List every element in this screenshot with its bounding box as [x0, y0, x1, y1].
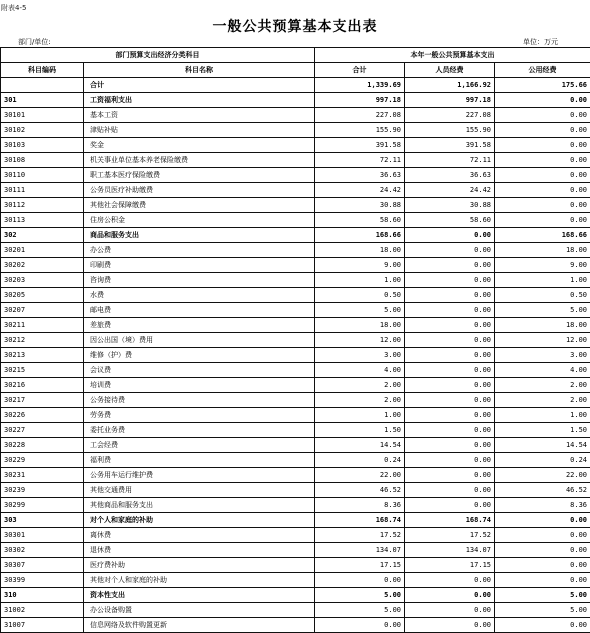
table-row	[1, 513, 590, 528]
cell-public: 1.00	[495, 273, 590, 288]
cell-public: 0.00	[495, 573, 590, 588]
cell-personnel: 0.00	[405, 483, 495, 498]
cell-code: 30108	[1, 153, 84, 168]
cell-personnel: 24.42	[405, 183, 495, 198]
cell-code: 30239	[1, 483, 84, 498]
cell-total: 2.00	[315, 378, 405, 393]
cell-code: 30211	[1, 318, 84, 333]
cell-personnel: 0.00	[405, 333, 495, 348]
cell-code: 30229	[1, 453, 84, 468]
table-row	[1, 213, 590, 228]
cell-public: 0.00	[495, 93, 590, 108]
cell-name: 因公出国（境）费用	[84, 333, 315, 348]
cell-public: 1.50	[495, 423, 590, 438]
cell-name: 培训费	[84, 378, 315, 393]
cell-personnel: 155.90	[405, 123, 495, 138]
table-row	[1, 558, 590, 573]
cell-name: 其他对个人和家庭的补助	[84, 573, 315, 588]
cell-public: 0.00	[495, 528, 590, 543]
cell-personnel: 0.00	[405, 348, 495, 363]
column-header-row	[1, 63, 590, 78]
table-row	[1, 363, 590, 378]
table-row	[1, 423, 590, 438]
cell-public: 0.24	[495, 453, 590, 468]
cell-total: 14.54	[315, 438, 405, 453]
cell-name: 合计	[84, 78, 315, 93]
cell-code: 310	[1, 588, 84, 603]
cell-personnel: 0.00	[405, 258, 495, 273]
cell-code: 302	[1, 228, 84, 243]
cell-public: 12.00	[495, 333, 590, 348]
cell-code: 30213	[1, 348, 84, 363]
cell-code: 30299	[1, 498, 84, 513]
table-row	[1, 153, 590, 168]
cell-personnel: 0.00	[405, 603, 495, 618]
cell-total: 997.18	[315, 93, 405, 108]
cell-personnel: 0.00	[405, 318, 495, 333]
cell-total: 46.52	[315, 483, 405, 498]
table-row	[1, 498, 590, 513]
cell-total: 1,339.69	[315, 78, 405, 93]
cell-public: 8.36	[495, 498, 590, 513]
table-row	[1, 108, 590, 123]
cell-total: 168.74	[315, 513, 405, 528]
cell-name: 退休费	[84, 543, 315, 558]
cell-code: 30205	[1, 288, 84, 303]
cell-public: 0.00	[495, 543, 590, 558]
table-row	[1, 288, 590, 303]
cell-name: 咨询费	[84, 273, 315, 288]
cell-personnel: 0.00	[405, 288, 495, 303]
cell-public: 3.00	[495, 348, 590, 363]
cell-code: 30111	[1, 183, 84, 198]
unit-label: 单位：万元	[523, 38, 558, 46]
cell-name: 公务用车运行维护费	[84, 468, 315, 483]
cell-personnel: 0.00	[405, 588, 495, 603]
cell-name: 水费	[84, 288, 315, 303]
cell-name: 职工基本医疗保险缴费	[84, 168, 315, 183]
cell-public: 18.00	[495, 318, 590, 333]
cell-total: 58.60	[315, 213, 405, 228]
cell-personnel: 36.63	[405, 168, 495, 183]
cell-public: 0.00	[495, 213, 590, 228]
table-row	[1, 438, 590, 453]
cell-public: 0.00	[495, 183, 590, 198]
table-row	[1, 588, 590, 603]
cell-public: 168.66	[495, 228, 590, 243]
cell-code: 30226	[1, 408, 84, 423]
cell-personnel: 30.88	[405, 198, 495, 213]
cell-total: 391.58	[315, 138, 405, 153]
cell-name: 津贴补贴	[84, 123, 315, 138]
cell-total: 155.90	[315, 123, 405, 138]
cell-code: 30215	[1, 363, 84, 378]
cell-code: 30203	[1, 273, 84, 288]
cell-name: 其他商品和服务支出	[84, 498, 315, 513]
group-header-row	[1, 48, 590, 63]
table-row	[1, 573, 590, 588]
cell-public: 1.00	[495, 408, 590, 423]
cell-code: 30103	[1, 138, 84, 153]
cell-personnel: 227.08	[405, 108, 495, 123]
cell-personnel: 0.00	[405, 243, 495, 258]
cell-public: 5.00	[495, 603, 590, 618]
cell-total: 5.00	[315, 303, 405, 318]
cell-name: 差旅费	[84, 318, 315, 333]
column-header-personnel: 人员经费	[405, 63, 495, 78]
table-row	[1, 318, 590, 333]
cell-name: 信息网络及软件购置更新	[84, 618, 315, 633]
cell-total: 2.00	[315, 393, 405, 408]
cell-public: 0.50	[495, 288, 590, 303]
cell-total: 17.15	[315, 558, 405, 573]
cell-public: 0.00	[495, 558, 590, 573]
cell-total: 17.52	[315, 528, 405, 543]
cell-name: 基本工资	[84, 108, 315, 123]
cell-code: 30307	[1, 558, 84, 573]
cell-code: 30302	[1, 543, 84, 558]
cell-public: 0.00	[495, 108, 590, 123]
table-row	[1, 183, 590, 198]
cell-personnel: 0.00	[405, 498, 495, 513]
cell-code: 303	[1, 513, 84, 528]
cell-public: 9.00	[495, 258, 590, 273]
cell-personnel: 0.00	[405, 228, 495, 243]
cell-name: 离休费	[84, 528, 315, 543]
cell-code: 30216	[1, 378, 84, 393]
cell-code: 30399	[1, 573, 84, 588]
table-row	[1, 468, 590, 483]
cell-name: 医疗费补助	[84, 558, 315, 573]
table-row	[1, 303, 590, 318]
cell-personnel: 997.18	[405, 93, 495, 108]
cell-total: 1.00	[315, 408, 405, 423]
cell-name: 工资福利支出	[84, 93, 315, 108]
cell-public: 0.00	[495, 123, 590, 138]
cell-public: 0.00	[495, 513, 590, 528]
cell-name: 住房公积金	[84, 213, 315, 228]
group-header-left: 部门预算支出经济分类科目	[1, 48, 315, 63]
cell-name: 办公设备购置	[84, 603, 315, 618]
column-header-total: 合计	[315, 63, 405, 78]
cell-code: 30228	[1, 438, 84, 453]
cell-public: 0.00	[495, 618, 590, 633]
cell-name: 商品和服务支出	[84, 228, 315, 243]
cell-code: 30217	[1, 393, 84, 408]
cell-name: 其他社会保障缴费	[84, 198, 315, 213]
table-row	[1, 618, 590, 633]
cell-code: 30102	[1, 123, 84, 138]
cell-code: 30301	[1, 528, 84, 543]
table-row	[1, 348, 590, 363]
cell-total: 22.00	[315, 468, 405, 483]
cell-public: 18.00	[495, 243, 590, 258]
cell-public: 46.52	[495, 483, 590, 498]
cell-personnel: 391.58	[405, 138, 495, 153]
cell-total: 0.00	[315, 618, 405, 633]
cell-public: 0.00	[495, 168, 590, 183]
cell-code: 31002	[1, 603, 84, 618]
cell-personnel: 0.00	[405, 408, 495, 423]
cell-total: 72.11	[315, 153, 405, 168]
cell-name: 邮电费	[84, 303, 315, 318]
table-row	[1, 93, 590, 108]
expenditure-table	[0, 47, 590, 633]
cell-personnel: 0.00	[405, 423, 495, 438]
column-header-name: 科目名称	[84, 63, 315, 78]
cell-personnel: 0.00	[405, 618, 495, 633]
cell-name: 委托业务费	[84, 423, 315, 438]
cell-name: 劳务费	[84, 408, 315, 423]
cell-code: 301	[1, 93, 84, 108]
cell-total: 0.50	[315, 288, 405, 303]
cell-total: 30.88	[315, 198, 405, 213]
cell-code: 30201	[1, 243, 84, 258]
cell-name: 机关事业单位基本养老保险缴费	[84, 153, 315, 168]
group-header-right: 本年一般公共预算基本支出	[315, 48, 590, 63]
cell-personnel: 17.52	[405, 528, 495, 543]
cell-code: 30112	[1, 198, 84, 213]
cell-total: 0.24	[315, 453, 405, 468]
cell-personnel: 72.11	[405, 153, 495, 168]
page-title: 一般公共预算基本支出表	[212, 19, 378, 35]
cell-personnel: 0.00	[405, 303, 495, 318]
cell-total: 168.66	[315, 228, 405, 243]
cell-personnel: 134.07	[405, 543, 495, 558]
cell-name: 资本性支出	[84, 588, 315, 603]
table-row	[1, 483, 590, 498]
cell-name: 印刷费	[84, 258, 315, 273]
table-row	[1, 243, 590, 258]
cell-total: 3.00	[315, 348, 405, 363]
table-row	[1, 258, 590, 273]
cell-personnel: 17.15	[405, 558, 495, 573]
cell-name: 办公费	[84, 243, 315, 258]
cell-total: 5.00	[315, 588, 405, 603]
cell-name: 对个人和家庭的补助	[84, 513, 315, 528]
cell-code: 30202	[1, 258, 84, 273]
cell-personnel: 0.00	[405, 363, 495, 378]
cell-name: 工会经费	[84, 438, 315, 453]
cell-total: 0.00	[315, 573, 405, 588]
cell-total: 18.00	[315, 318, 405, 333]
cell-code: 30101	[1, 108, 84, 123]
table-row	[1, 603, 590, 618]
cell-public: 5.00	[495, 303, 590, 318]
cell-public: 2.00	[495, 393, 590, 408]
cell-personnel: 58.60	[405, 213, 495, 228]
table-row	[1, 168, 590, 183]
cell-public: 0.00	[495, 138, 590, 153]
cell-name: 公务员医疗补助缴费	[84, 183, 315, 198]
cell-personnel: 0.00	[405, 573, 495, 588]
cell-code: 30231	[1, 468, 84, 483]
column-header-code: 科目编码	[1, 63, 84, 78]
cell-total: 134.07	[315, 543, 405, 558]
cell-code: 30110	[1, 168, 84, 183]
cell-personnel: 0.00	[405, 393, 495, 408]
table-row	[1, 453, 590, 468]
cell-code: 30212	[1, 333, 84, 348]
cell-public: 4.00	[495, 363, 590, 378]
cell-name: 维修（护）费	[84, 348, 315, 363]
cell-total: 1.50	[315, 423, 405, 438]
table-row	[1, 138, 590, 153]
cell-total: 8.36	[315, 498, 405, 513]
table-row	[1, 528, 590, 543]
cell-total: 5.00	[315, 603, 405, 618]
cell-public: 14.54	[495, 438, 590, 453]
table-row	[1, 333, 590, 348]
table-row	[1, 393, 590, 408]
cell-total: 24.42	[315, 183, 405, 198]
column-header-public: 公用经费	[495, 63, 590, 78]
table-row	[1, 378, 590, 393]
cell-name: 会议费	[84, 363, 315, 378]
cell-public: 0.00	[495, 153, 590, 168]
cell-name: 其他交通费用	[84, 483, 315, 498]
cell-total: 227.08	[315, 108, 405, 123]
cell-code: 30207	[1, 303, 84, 318]
cell-code: 30113	[1, 213, 84, 228]
cell-total: 4.00	[315, 363, 405, 378]
cell-personnel: 0.00	[405, 453, 495, 468]
cell-public: 0.00	[495, 198, 590, 213]
cell-public: 175.66	[495, 78, 590, 93]
table-row	[1, 78, 590, 93]
attachment-label: 附表4-5	[1, 4, 27, 12]
cell-public: 5.00	[495, 588, 590, 603]
cell-public: 2.00	[495, 378, 590, 393]
cell-total: 9.00	[315, 258, 405, 273]
cell-code	[1, 78, 84, 93]
table-row	[1, 273, 590, 288]
cell-code: 30227	[1, 423, 84, 438]
cell-name: 福利费	[84, 453, 315, 468]
cell-public: 22.00	[495, 468, 590, 483]
cell-personnel: 168.74	[405, 513, 495, 528]
cell-total: 1.00	[315, 273, 405, 288]
cell-personnel: 0.00	[405, 438, 495, 453]
cell-name: 公务接待费	[84, 393, 315, 408]
table-row	[1, 408, 590, 423]
cell-personnel: 0.00	[405, 273, 495, 288]
cell-personnel: 0.00	[405, 468, 495, 483]
cell-total: 18.00	[315, 243, 405, 258]
cell-personnel: 0.00	[405, 378, 495, 393]
table-row	[1, 228, 590, 243]
cell-total: 36.63	[315, 168, 405, 183]
table-row	[1, 543, 590, 558]
table-row	[1, 123, 590, 138]
cell-code: 31007	[1, 618, 84, 633]
department-label: 部门/单位:	[18, 38, 51, 46]
cell-personnel: 1,166.92	[405, 78, 495, 93]
cell-total: 12.00	[315, 333, 405, 348]
cell-name: 奖金	[84, 138, 315, 153]
table-row	[1, 198, 590, 213]
